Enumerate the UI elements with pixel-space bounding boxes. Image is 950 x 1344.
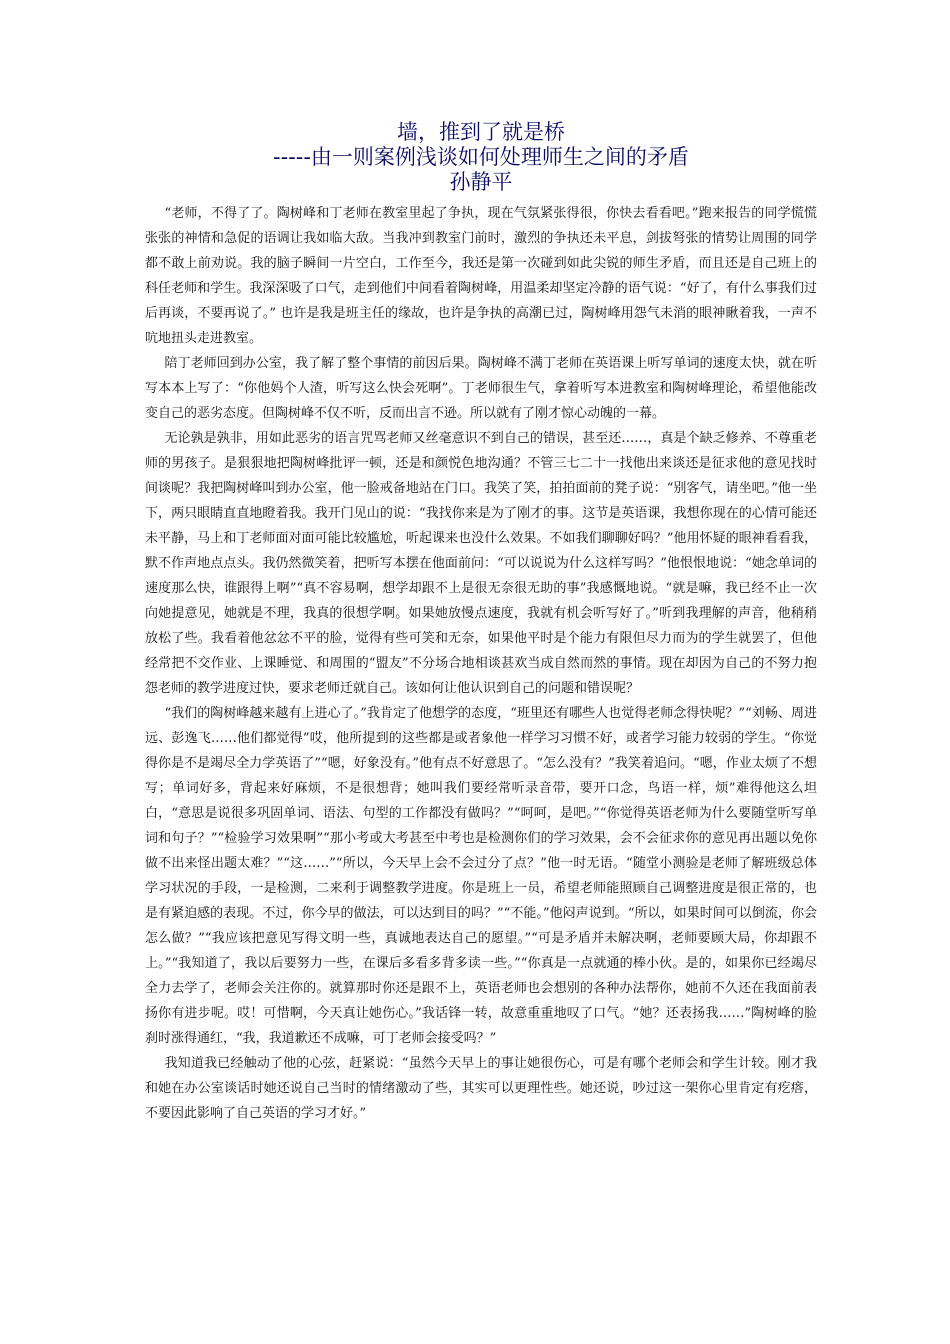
paragraph: “老师，不得了了。陶树峰和丁老师在教室里起了争执，现在气氛紧张得很，你快去看看吧。”跑来报告的同学慌慌张张的神情和急促的语调让我如临大敌。当我冲到教室门前时，激烈的争执还未平息，剑拔弩张的情势让周围的同学都不敢上前劝说。我的脑子瞬间一片空白，工作至今，我还是第一次碰到如此尖锐的师生矛盾，而且还是自己班上的科任老师和学生。我深深吸了口气，走到他们中间看着陶树峰，用温柔却坚定冷静的语气说：“好了，有什么事我们过后再谈，不要再说了。” 也许是我是班主任的缘故，也许是争执的高潮已过，陶树峰用怨气未消的眼神瞅着我，一声不吭地扭头走进教室。 (145, 206, 817, 346)
paragraph: 我知道我已经触动了他的心弦，赶紧说：“虽然今天早上的事让她很伤心，可是有哪个老师会和学生计较。刚才我和她在办公室谈话时她还说自己当时的情绪激动了些，其实可以更理性些。她还说，吵过这一架你心里肯定有疙瘩，不要因此影响了自己英语的学习才好。” (145, 1056, 817, 1121)
paragraph: 无论孰是孰非，用如此恶劣的语言咒骂老师又丝毫意识不到自己的错误，甚至还……，真是个缺乏修养、不尊重老师的男孩子。是狠狠地把陶树峰批评一顿，还是和颜悦色地沟通？不管三七二十一找他出来谈还是征求他的意见找时间谈呢？我把陶树峰叫到办公室，他一脸戒备地站在门口。我笑了笑，拍拍面前的凳子说：“别客气，请坐吧。”他一坐下，两只眼睛直直地瞪着我。我开门见山的说：“我找你来是为了刚才的事。这节是英语课，我想你现在的心情可能还未平静，马上和丁老师面对面可能比较尴尬，听起课来也没什么效果。不如我们聊聊好吗？”他用怀疑的眼神看看我，默不作声地点点头。我仍然微笑着，把听写本摆在他面前问：“可以说说为什么这样写吗？”他恨恨地说：“她念单词的速度那么快，谁跟得上啊”“真不容易啊，想学却跟不上是很无奈很无助的事”我感慨地说。“就是嘛，我已经不止一次向她提意见，她就是不理，我真的很想学啊。如果她放慢点速度，我就有机会听写好了。”听到我理解的声音，他稍稍放松了些。我看着他忿忿不平的脸，觉得有些可笑和无奈，如果他平时是个能力有限但尽力而为的学生就罢了，但他经常把不交作业、上课睡觉、和周围的“盟友”不分场合地相谈甚欢当成自然而然的事情。现在却因为自己的不努力抱怨老师的教学进度过快，要求老师迁就自己。该如何让他认识到自己的问题和错误呢？ (145, 431, 817, 696)
document-title: 墙，推到了就是桥 (397, 120, 565, 144)
document-author: 孙静平 (449, 170, 513, 194)
paragraph: 陪丁老师回到办公室，我了解了整个事情的前因后果。陶树峰不满丁老师在英语课上听写单词的速度太快，就在听写本本上写了：“你他妈个人渣，听写这么快会死啊”。丁老师很生气，拿着听写本进教室和陶树峰理论，希望他能改变自己的恶劣态度。但陶树峰不仅不听，反而出言不逊。所以就有了刚才惊心动魄的一幕。 (145, 356, 817, 421)
paragraph: “我们的陶树峰越来越有上进心了。”我肯定了他想学的态度，“班里还有哪些人也觉得老师念得快呢？”“刘畅、周进远、彭逸飞……他们都觉得”哎，他所提到的这些都是或者象他一样学习习惯不好，或者学习能力较弱的学生。“你觉得你是不是竭尽全力学英语了”“嗯，好象没有。”他有点不好意思了。“怎么没有？”我笑着追问。“嗯，作业太烦了不想写；单词好多，背起来好麻烦，不是很想背；她叫我们要经常听录音带，要开口念，鸟语一样，烦”难得他这么坦白，“意思是说很多巩固单词、语法、句型的工作都没有做吗？”“呵呵，是吧。”“你觉得英语老师为什么要随堂听写单词和句子？”“检验学习效果啊”“那小考或大考甚至中考也是检测你们的学习效果，会不会征求你的意见再出题以免你做不出来怪出题太难？”“这……”“所以，今天早上会不会过分了点？”他一时无语。“随堂小测验是老师了解班级总体学习状况的手段，一是检测，二来利于调整教学进度。你是班上一员，希望老师能照顾自己调整进度是很正常的，也是有紧迫感的表现。不过，你今早的做法，可以达到目的吗？”“不能。”他闷声说到。“所以，如果时间可以倒流，你会怎么做？”“我应该把意见写得文明一些，真诚地表达自己的愿望。”“可是矛盾并未解决啊，老师要顾大局，你却跟不上。”“我知道了，我以后要努力一些，在课后多看多背多读一些。”“你真是一点就通的棒小伙。是的，如果你已经竭尽全力去学了，老师会关注你的。就算那时你还是跟不上，英语老师也会想别的各种办法帮你，她前不久还在我面前表扬你有进步呢。哎！可惜啊，今天真让她伤心。”我话锋一转，故意重重地叹了口气。“她？还表扬我……”陶树峰的脸刹时涨得通红，“我，我道歉还不成嘛，可丁老师会接受吗？” (145, 706, 817, 1046)
document-page (145, 120, 817, 1126)
document-body (145, 201, 817, 1126)
document-subtitle: -----由一则案例浅谈如何处理师生之间的矛盾 (273, 145, 689, 169)
